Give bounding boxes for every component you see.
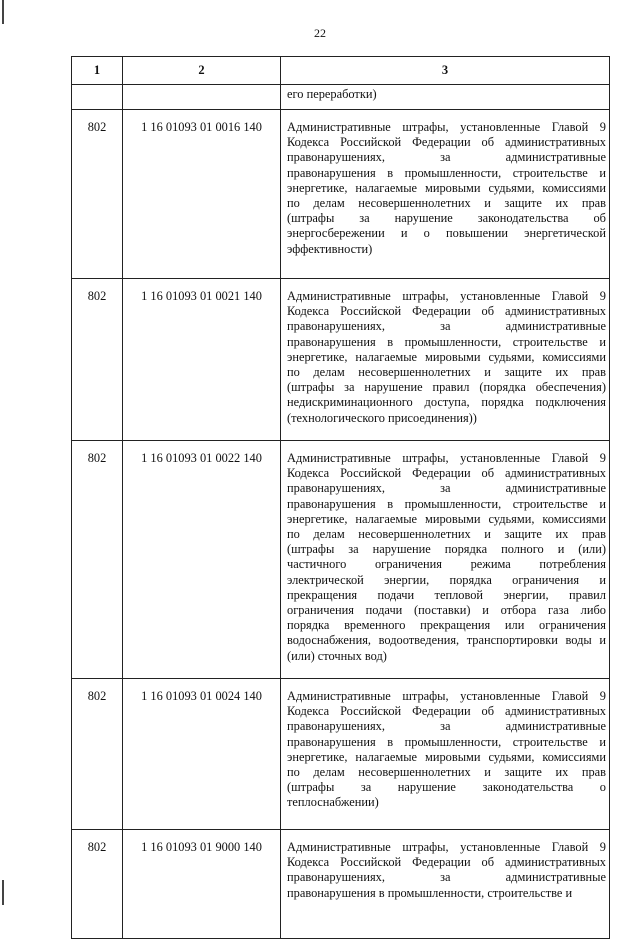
- budget-classification-code-cell: 1 16 01093 01 9000 140: [123, 830, 281, 939]
- description-cell: [281, 441, 610, 679]
- description-line: частичного ограничения режима потребления: [287, 557, 606, 572]
- description-line: теплоснабжении): [287, 795, 379, 810]
- description-line: (или) сточных вод): [287, 648, 387, 663]
- description-line: недискриминационного доступа, порядка подключения: [287, 395, 606, 410]
- budget-classification-code-cell: 1 16 01093 01 0022 140: [123, 441, 281, 679]
- table-row: [72, 279, 610, 441]
- description-line: правонарушениях, за административные: [287, 481, 606, 496]
- column-header-3: 3: [281, 57, 610, 85]
- description-line: правонарушениях, за административные: [287, 319, 606, 334]
- budget-code-table: [71, 56, 610, 939]
- description-line: по делам несовершеннолетних и защите их прав: [287, 365, 606, 380]
- column-header-1: 1: [72, 57, 123, 85]
- description-line: Административные штрафы, установленные Главой 9: [287, 120, 606, 134]
- table-row-continuation: [72, 85, 610, 110]
- description-line: Административные штрафы, установленные Главой 9: [287, 840, 606, 854]
- description-line: по делам несовершеннолетних и защите их прав: [287, 765, 606, 780]
- description-line: его переработки): [287, 87, 377, 101]
- admin-code-cell: 802: [72, 441, 123, 679]
- description-line: по делам несовершеннолетних и защите их прав: [287, 527, 606, 542]
- description-line: Административные штрафы, установленные Главой 9: [287, 689, 606, 703]
- description-line: Кодекса Российской Федерации об административных: [287, 466, 606, 481]
- description-line: ограничения подачи (поставки) и отбора газа либо: [287, 603, 606, 618]
- table-row: [72, 830, 610, 939]
- description-line: Административные штрафы, установленные Главой 9: [287, 289, 606, 303]
- continuation-cell-1: [72, 85, 123, 110]
- description-line: (штрафы за нарушение правил (порядка обеспечения): [287, 380, 606, 395]
- budget-classification-code-cell: 1 16 01093 01 0016 140: [123, 110, 281, 279]
- description-line: (штрафы за нарушение порядка полного и (или): [287, 542, 606, 557]
- continuation-text: [281, 85, 610, 110]
- page-number: 22: [314, 26, 326, 40]
- admin-code-cell: 802: [72, 679, 123, 830]
- description-line: водоснабжения, водоотведения, транспортировки воды и: [287, 633, 606, 648]
- description-line: Административные штрафы, установленные Главой 9: [287, 451, 606, 465]
- continuation-cell-2: [123, 85, 281, 110]
- description-line: правонарушения в промышленности, строительстве и: [287, 734, 606, 749]
- description-line: Кодекса Российской Федерации об административных: [287, 704, 606, 719]
- description-line: энергетике, налагаемые мировыми судьями, комиссиями: [287, 349, 606, 364]
- description-line: (штрафы за нарушение законодательства об: [287, 211, 606, 226]
- admin-code-cell: 802: [72, 279, 123, 441]
- description-line: эффективности): [287, 241, 373, 256]
- description-line: энергетике, налагаемые мировыми судьями, комиссиями: [287, 180, 606, 195]
- description-line: энергетике, налагаемые мировыми судьями, комиссиями: [287, 749, 606, 764]
- table-header-row: [72, 57, 610, 85]
- admin-code-cell: 802: [72, 110, 123, 279]
- description-cell: [281, 830, 610, 939]
- description-line: Кодекса Российской Федерации об административных: [287, 855, 606, 870]
- description-line: правонарушения в промышленности, строительстве и: [287, 165, 606, 180]
- description-line: порядка временного прекращения или ограничения: [287, 618, 606, 633]
- description-line: по делам несовершеннолетних и защите их прав: [287, 196, 606, 211]
- description-line: Кодекса Российской Федерации об административных: [287, 135, 606, 150]
- admin-code-cell: 802: [72, 830, 123, 939]
- description-line: правонарушения в промышленности, строительстве и: [287, 496, 606, 511]
- margin-scan-mark-top: [2, 0, 4, 24]
- budget-classification-code-cell: 1 16 01093 01 0021 140: [123, 279, 281, 441]
- description-line: правонарушениях, за административные: [287, 719, 606, 734]
- margin-scan-mark-bottom: [2, 880, 4, 905]
- description-line: правонарушениях, за административные: [287, 150, 606, 165]
- description-line: правонарушениях, за административные: [287, 870, 606, 885]
- budget-classification-code-cell: 1 16 01093 01 0024 140: [123, 679, 281, 830]
- description-cell: [281, 110, 610, 279]
- description-line: энергосбережении и о повышении энергетической: [287, 226, 606, 241]
- description-line: прекращения подачи тепловой энергии, правил: [287, 587, 606, 602]
- description-cell: [281, 279, 610, 441]
- description-line: электрической энергии, порядка ограничения и: [287, 572, 606, 587]
- table-row: [72, 679, 610, 830]
- column-header-2: 2: [123, 57, 281, 85]
- description-cell: [281, 679, 610, 830]
- description-line: правонарушения в промышленности, строительстве и: [287, 334, 606, 349]
- table-row: [72, 441, 610, 679]
- description-line: (штрафы за нарушение законодательства о: [287, 780, 606, 795]
- description-line: Кодекса Российской Федерации об административных: [287, 304, 606, 319]
- table-row: [72, 110, 610, 279]
- description-line: энергетике, налагаемые мировыми судьями, комиссиями: [287, 511, 606, 526]
- description-line: правонарушения в промышленности, строительстве и: [287, 885, 573, 900]
- description-line: (технологического присоединения)): [287, 410, 477, 425]
